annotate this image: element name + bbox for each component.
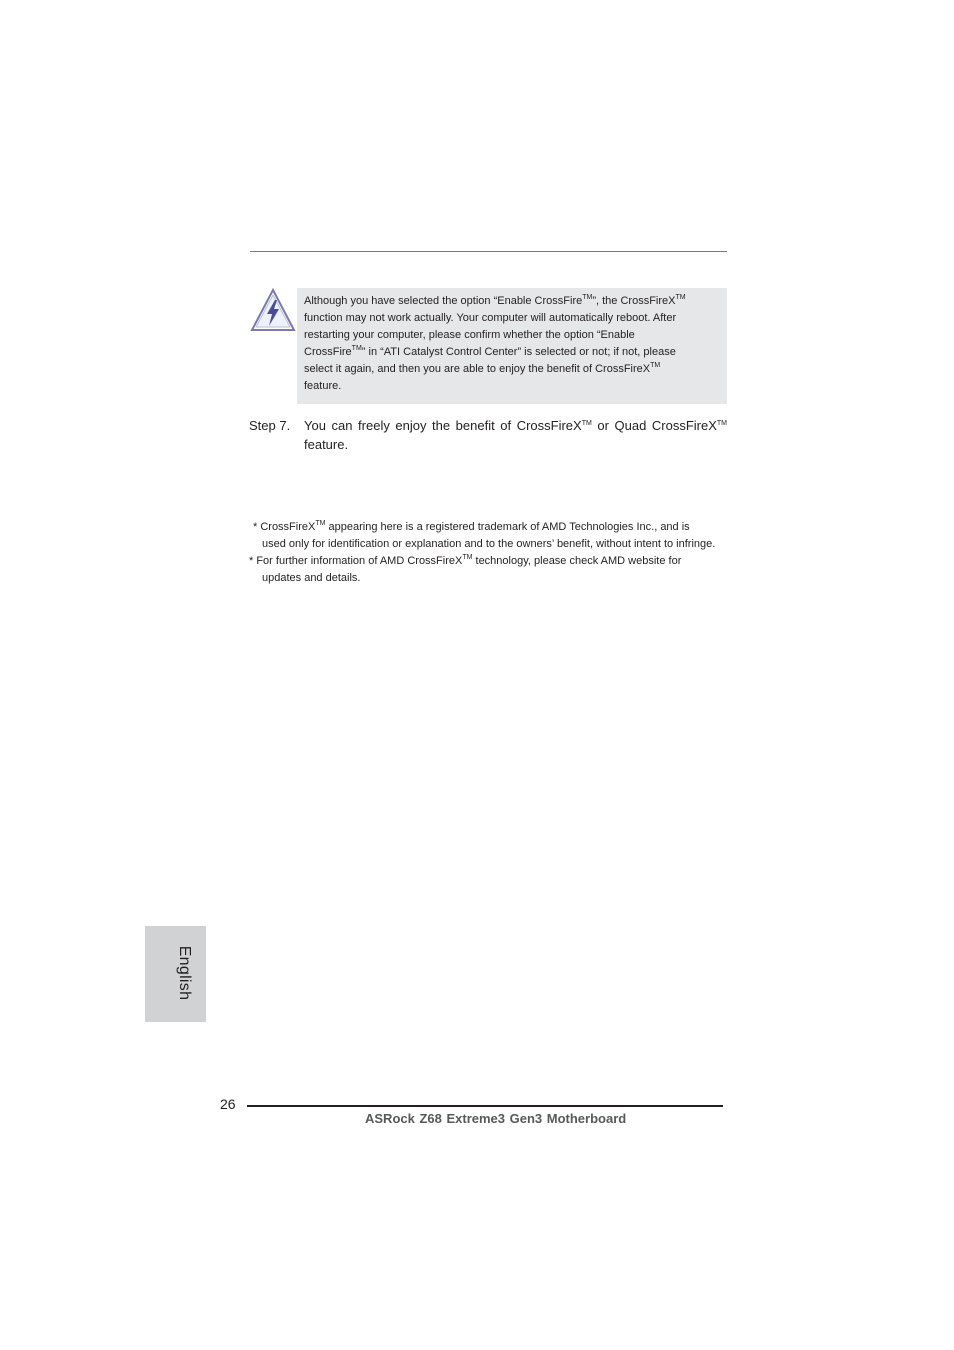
footnote-line: used only for identification or explanation and to the owners’ benefit, without intent to infringe. bbox=[262, 538, 716, 550]
note-line: function may not work actually. Your computer will automatically reboot. After bbox=[304, 312, 677, 324]
step-text bbox=[304, 416, 727, 454]
page-number: 26 bbox=[220, 1096, 236, 1112]
note-line: restarting your computer, please confirm whether the option “Enable bbox=[304, 329, 635, 341]
step-label: Step 7. bbox=[249, 418, 291, 433]
step-line: feature. bbox=[304, 437, 349, 452]
warning-triangle-icon bbox=[250, 288, 296, 332]
header-rule bbox=[250, 251, 727, 252]
note-line: select it again, and then you are able to enjoy the benefit of CrossFireX™ bbox=[304, 362, 661, 375]
language-tab-label: English bbox=[176, 945, 193, 1001]
footnote-line: * CrossFireX™ appearing here is a registered trademark of AMD Technologies Inc., and is bbox=[253, 520, 690, 533]
footnote-line: * For further information of AMD CrossFireX™ technology, please check AMD website for bbox=[249, 554, 682, 567]
step-line: You can freely enjoy the benefit of CrossFireX™ or Quad CrossFireX™ bbox=[304, 418, 728, 433]
footer-rule bbox=[247, 1105, 723, 1107]
footnote-line: updates and details. bbox=[262, 572, 361, 584]
note-line: CrossFire™” in “ATI Catalyst Control Center” is selected or not; if not, please bbox=[304, 345, 676, 358]
note-line: feature. bbox=[304, 380, 342, 392]
footer-title: ASRock Z68 Extreme3 Gen3 Motherboard bbox=[365, 1111, 627, 1126]
note-text bbox=[304, 293, 720, 395]
note-line: Although you have selected the option “Enable CrossFire™”, the CrossFireX™ bbox=[304, 294, 686, 307]
